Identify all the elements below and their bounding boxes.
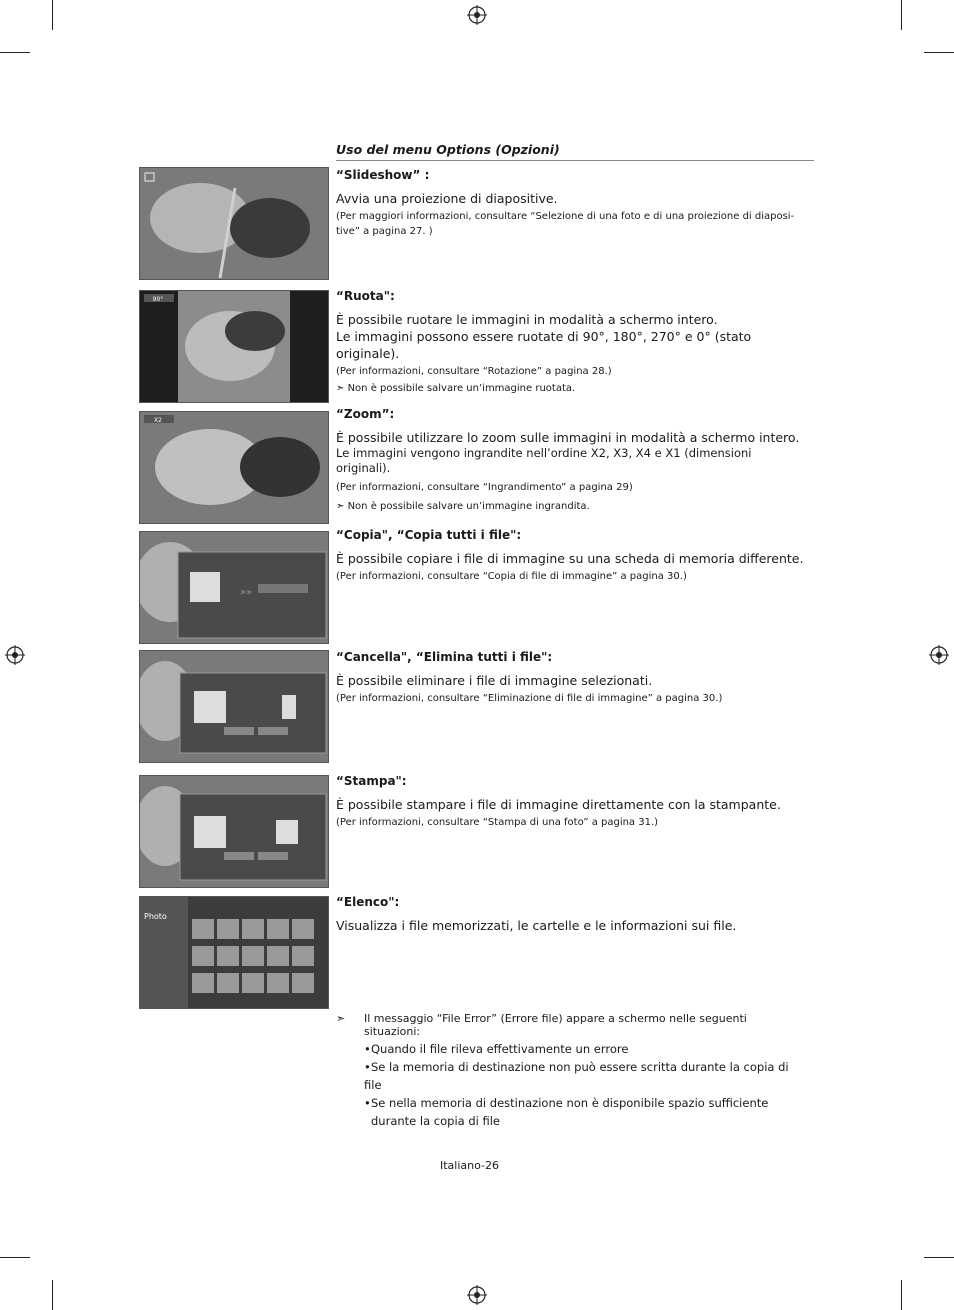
zoom-screenshot [139,411,329,524]
registration-mark-icon [929,645,949,665]
entry-body: Avvia una proiezione di diapositive. [336,191,558,206]
entry-title: “Elenco": [336,895,400,909]
entry-title: “Ruota": [336,289,395,303]
copy-screenshot [139,531,329,644]
section-title: Uso del menu Options (Opzioni) [336,142,814,161]
entry-body: Visualizza i file memorizzati, le cartelle e le informazioni sui file. [336,918,737,933]
list-screenshot [139,896,329,1009]
entry-reference: tive” a pagina 27. ) [336,226,433,237]
file-error-bullet: Se nella memoria di destinazione non è disponibile spazio sufficiente durante la copia di file [371,1096,769,1128]
entry-reference: (Per maggiori informazioni, consultare “Selezione di una foto e di una proiezione di diaposi- [336,211,795,222]
entry-body: È possibile ruotare le immagini in modalità a schermo intero. [336,312,718,327]
page-number: Italiano-26 [440,1159,500,1172]
thumb-label: X2 [154,417,162,424]
file-error-bullet: Se la memoria di destinazione non può essere scritta durante la copia di file [364,1060,789,1092]
entry-body: Le immagini possono essere ruotate di 90°, 180°, 270° e 0° (stato originale). [336,329,752,361]
entry-body: Le immagini vengono ingrandite nell’ordine X2, X3, X4 e X1 (dimensioni originali). [336,446,752,475]
entry-note: Non è possibile salvare un’immagine ingrandita. [347,501,590,512]
print-screenshot [139,775,329,888]
entry-zoom [336,407,806,512]
note-arrow-icon: ➣ [336,501,345,512]
entry-slideshow [336,168,806,239]
entry-body: È possibile copiare i file di immagine su una scheda di memoria differente. [336,551,804,566]
entry-copy [336,528,806,584]
entry-print [336,774,806,830]
note-arrow-icon: ➣ [336,383,345,394]
delete-screenshot [139,650,329,763]
svg-text:»»: »» [240,587,253,598]
entry-body: È possibile utilizzare lo zoom sulle immagini in modalità a schermo intero. [336,430,800,445]
entry-title: “Copia", “Copia tutti i file": [336,528,522,542]
registration-mark-icon [467,5,487,25]
entry-rotate [336,289,806,394]
entry-note: Non è possibile salvare un’immagine ruotata. [347,383,576,394]
entry-list [336,895,806,934]
entry-reference: (Per informazioni, consultare “Ingrandimento” a pagina 29) [336,482,633,493]
entry-reference: (Per informazioni, consultare “Stampa di una foto” a pagina 31.) [336,817,659,828]
thumb-label: Photo [144,912,167,921]
note-arrow-icon: ➣ [336,1012,346,1025]
file-error-note: ➣ Il messaggio “File Error” (Errore file) appare a schermo nelle seguenti situazioni: • Quando il file rileva effettivamente un errore • Se la memoria di destinazione non può essere scritta durante la copia di file • Se nella memoria di destinazione non è disponibile spazio sufficiente durante la copia di file [336,1012,789,1128]
slideshow-screenshot [139,167,329,280]
rotate-screenshot [139,290,329,403]
file-error-bullet: Quando il file rileva effettivamente un errore [371,1042,629,1056]
file-error-intro: Il messaggio “File Error” (Errore file) appare a schermo nelle seguenti situazioni: [364,1012,747,1038]
entry-reference: (Per informazioni, consultare “Eliminazione di file di immagine” a pagina 30.) [336,693,723,704]
entry-delete [336,650,806,706]
entry-title: “Cancella", “Elimina tutti i file": [336,650,553,664]
entry-reference: (Per informazioni, consultare “Copia di file di immagine” a pagina 30.) [336,571,687,582]
entry-title: “Zoom”: [336,407,395,421]
entry-title: “Stampa": [336,774,407,788]
entry-body: È possibile eliminare i file di immagine selezionati. [336,673,653,688]
registration-mark-icon [5,645,25,665]
thumb-label: 90° [152,296,164,303]
entry-title: “Slideshow” : [336,168,430,182]
entry-body: È possibile stampare i file di immagine direttamente con la stampante. [336,797,781,812]
registration-mark-icon [467,1285,487,1305]
entry-reference: (Per informazioni, consultare “Rotazione” a pagina 28.) [336,366,612,377]
